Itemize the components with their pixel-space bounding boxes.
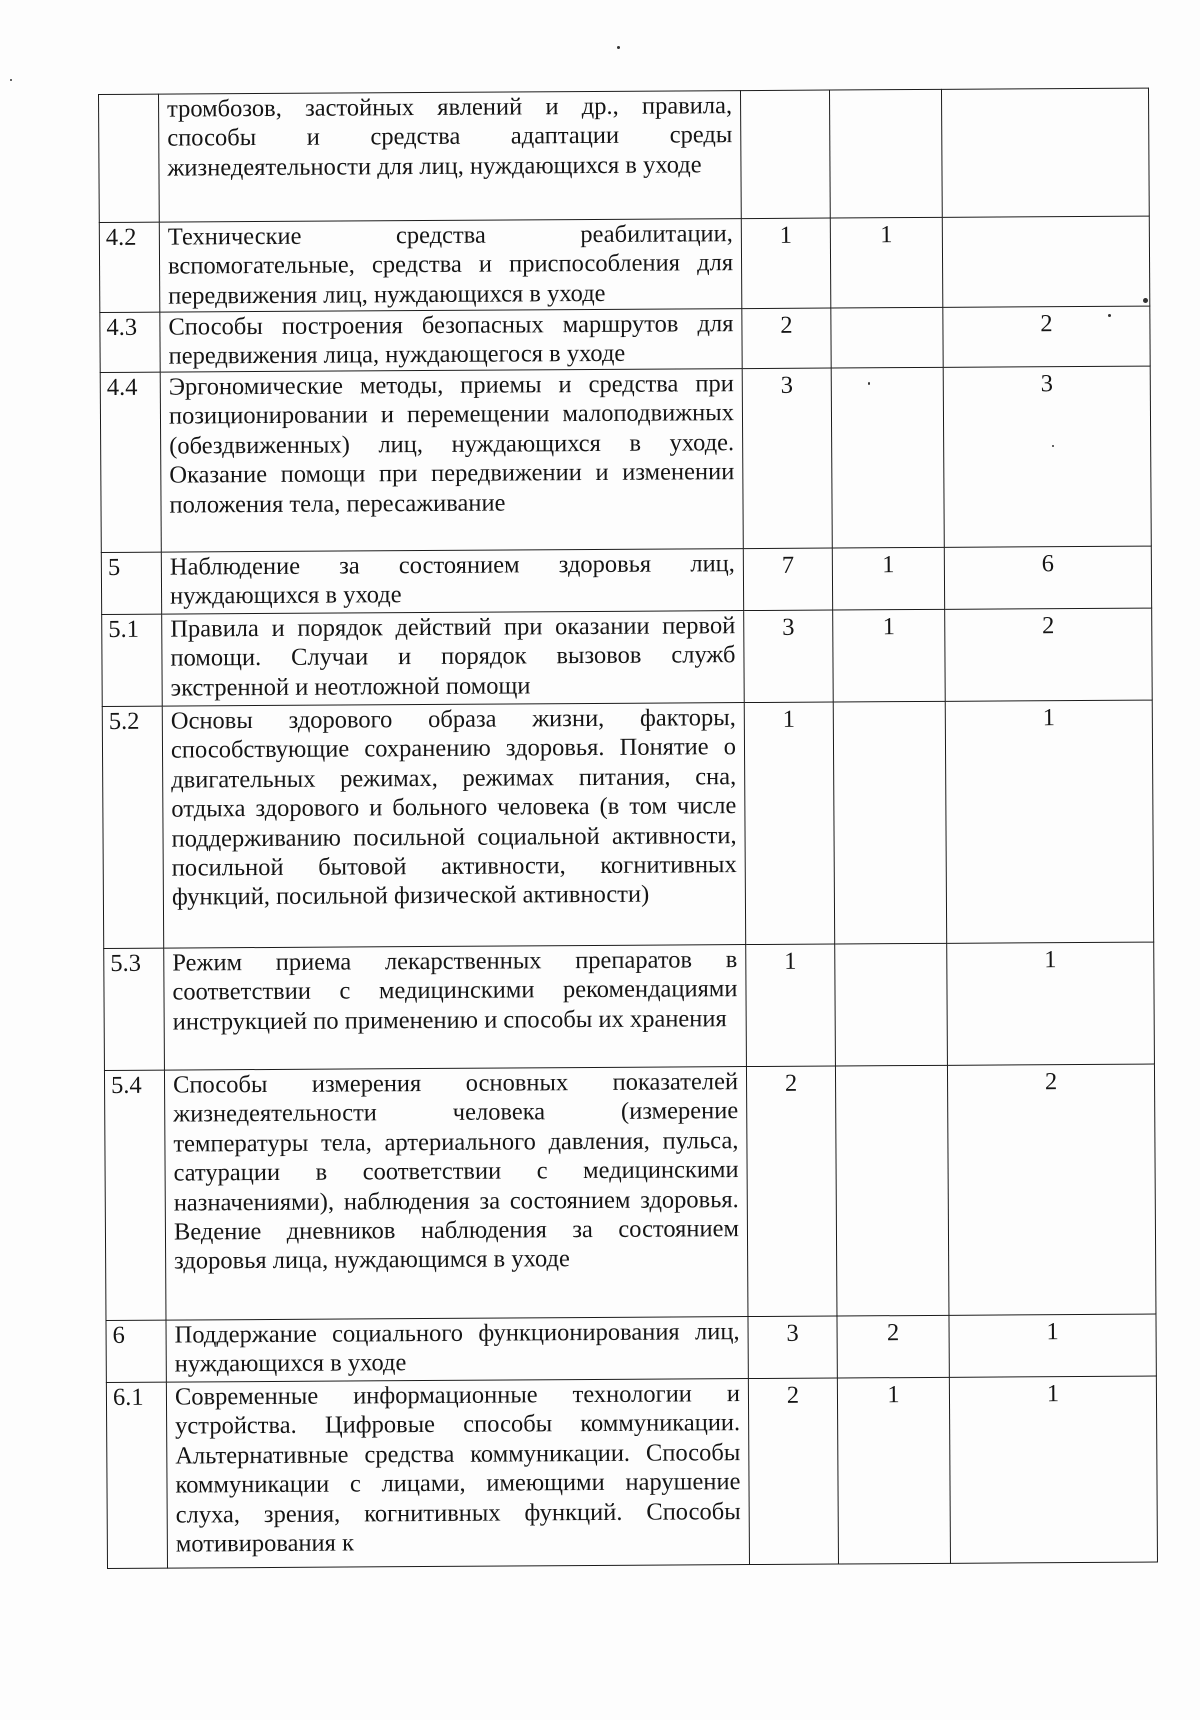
row-number: 4.3 xyxy=(100,312,160,372)
hours-practice: 1 xyxy=(949,1376,1157,1563)
hours-total: 1 xyxy=(744,702,834,945)
hours-theory: 1 xyxy=(830,217,943,308)
hours-total: 3 xyxy=(744,610,834,703)
hours-practice: 2 xyxy=(943,306,1150,367)
row-number: 5.1 xyxy=(102,614,163,706)
hours-theory xyxy=(835,943,948,1066)
row-topic: Поддержание социального функционирования лиц, нуждающихся в уходе xyxy=(166,1317,748,1383)
table-row xyxy=(100,306,1150,372)
hours-theory: 1 xyxy=(837,1377,950,1564)
row-topic: Правила и порядок действий при оказании первой помощи. Случаи и порядок вызовов служб экстренной и неотложной помощи xyxy=(162,611,745,707)
row-number: 6 xyxy=(106,1320,166,1382)
hours-total: 1 xyxy=(746,944,836,1067)
table-row xyxy=(99,88,1150,222)
row-topic: Наблюдение за состоянием здоровья лиц, нуждающихся в уходе xyxy=(161,549,743,615)
hours-total: 1 xyxy=(741,218,831,309)
hours-practice xyxy=(942,216,1150,307)
hours-theory xyxy=(829,89,942,218)
scan-speck xyxy=(617,46,620,49)
table-row xyxy=(102,700,1153,948)
hours-theory: 1 xyxy=(833,609,946,702)
hours-practice: 6 xyxy=(944,546,1151,609)
table-row xyxy=(106,1314,1156,1382)
hours-total xyxy=(740,90,830,219)
hours-practice xyxy=(941,88,1149,217)
hours-theory xyxy=(833,701,946,944)
row-number: 5.2 xyxy=(102,706,163,948)
hours-practice: 3 xyxy=(943,366,1151,547)
hours-theory: 2 xyxy=(837,1315,949,1378)
row-topic: тромбозов, застойных явлений и др., правила, способы и средства адаптации среды жизнедеятельности для лиц, нуждающихся в уходе xyxy=(159,91,742,223)
hours-practice: 2 xyxy=(945,608,1153,701)
table-row xyxy=(104,1064,1156,1320)
table-row xyxy=(102,608,1153,706)
row-topic: Режим приема лекарственных препаратов в соответствии с медицинскими рекомендациями инструкцией по применению и способы их хранения xyxy=(164,945,747,1071)
hours-practice: 1 xyxy=(949,1314,1156,1377)
row-number: 4.4 xyxy=(100,372,161,552)
hours-practice: 2 xyxy=(947,1064,1156,1315)
row-topic: Способы измерения основных показателей жизнедеятельности человека (измерение температуры тела, артериального давления, пульса, сатурации в соответствии с медицинскими назначениями), наблюдения за состоянием здоровья. Ведение дневников наблюдения за состоянием здоровья лица, нуждающимся в уходе xyxy=(164,1067,748,1321)
hours-total: 2 xyxy=(742,308,831,369)
table-row xyxy=(99,216,1150,312)
hours-total: 7 xyxy=(743,548,832,611)
row-topic: Основы здорового образа жизни, факторы, способствующие сохранению здоровья. Понятие о двигательных режимах, режимах питания, сна, отдыха здорового и больного человека (в том числе поддерживанию посильной социальной активности, посильной бытовой активности, когнитивных функций, посильной физической активности) xyxy=(162,703,745,949)
row-topic: Технические средства реабилитации, вспомогательные, средства и приспособления для передвижения лиц, нуждающихся в уходе xyxy=(159,219,742,313)
table-row xyxy=(100,366,1151,552)
hours-theory xyxy=(831,367,944,548)
hours-practice: 1 xyxy=(947,942,1155,1065)
row-number: 5.3 xyxy=(104,948,165,1070)
hours-theory xyxy=(835,1065,949,1316)
hours-practice: 1 xyxy=(945,700,1153,943)
row-topic: Эргономические методы, приемы и средства при позиционировании и перемещении малоподвижных (обездвиженных) лиц, нуждающихся в уходе. Оказание помощи при передвижении и изменении положения тела, пересаживание xyxy=(160,369,743,553)
row-number: 6.1 xyxy=(106,1382,167,1568)
row-number: 5.4 xyxy=(104,1070,166,1320)
hours-theory: 1 xyxy=(832,547,944,610)
row-topic: Способы построения безопасных маршрутов для передвижения лица, нуждающегося в уходе xyxy=(160,309,742,373)
row-topic: Современные информационные технологии и устройства. Цифровые способы коммуникации. Альтернативные средства коммуникации. Способы коммуникации с лицами, имеющими нарушение слуха, зрения, когнитивных функций. Способы мотивирования к xyxy=(166,1379,749,1569)
row-number: 4.2 xyxy=(99,222,160,312)
table-row xyxy=(104,942,1155,1070)
hours-total: 3 xyxy=(742,368,832,549)
row-number xyxy=(99,94,160,222)
hours-total: 2 xyxy=(746,1066,837,1317)
scan-speck xyxy=(10,79,12,81)
curriculum-table xyxy=(98,88,1158,1569)
hours-total: 2 xyxy=(748,1378,838,1565)
table-row xyxy=(101,546,1151,614)
hours-theory xyxy=(831,307,943,368)
table-row xyxy=(106,1376,1157,1568)
row-number: 5 xyxy=(101,552,161,614)
hours-total: 3 xyxy=(748,1316,837,1379)
